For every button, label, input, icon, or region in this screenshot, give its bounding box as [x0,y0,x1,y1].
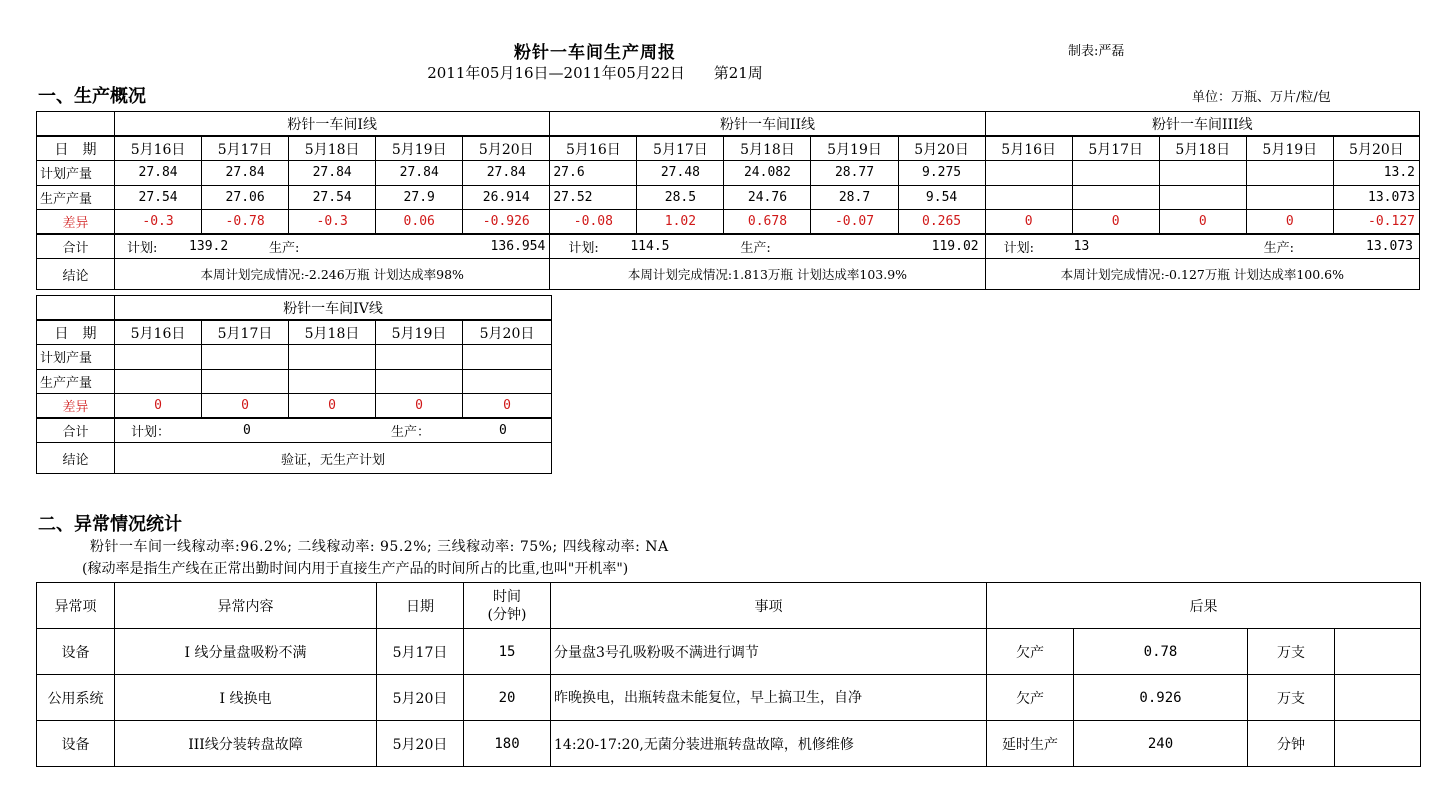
diff-cell: 1.02 [637,210,724,235]
plan-cell [115,345,202,370]
plan-cell [985,161,1072,186]
report-title: 粉针一车间生产周报 [514,43,676,63]
abnormality-row [37,629,1421,675]
diff-cell: 0 [202,394,289,419]
result-type-cell: 欠产 [987,629,1074,675]
plan-cell [1072,161,1159,186]
date-cell: 5月20日 [463,136,550,161]
date-cell: 5月16日 [115,320,202,345]
col-header [464,583,551,629]
date-cell: 5月19日 [1246,136,1333,161]
plan-row [37,345,552,370]
actual-label: 生产: [269,241,300,256]
plan-cell: 27.84 [463,161,550,186]
conclusion-cell: 验证，无生产计划 [115,443,552,474]
plan-cell: 27.48 [637,161,724,186]
actual-cell [1246,185,1333,210]
diff-cell: 0.06 [376,210,463,235]
row-label: 结论 [37,443,115,474]
conclusion-cell: 本周计划完成情况:1.813万瓶 计划达成率103.9% [550,259,985,290]
col-header: 后果 [987,583,1421,629]
actual-cell: 27.9 [376,185,463,210]
actual-cell [115,369,202,394]
plan-label: 计划: [127,241,158,256]
row-label: 计划产量 [37,345,115,370]
total-plan-value: 0 [243,423,251,438]
diff-cell: 0 [985,210,1072,235]
result-value-cell: 0.926 [1074,675,1248,721]
date-cell: 5月19日 [376,136,463,161]
line-name: 粉针一车间II线 [550,112,985,137]
date-cell: 5月16日 [550,136,637,161]
diff-cell: 0 [376,394,463,419]
abnormality-table [36,582,1421,767]
item-cell: 设备 [37,629,115,675]
plan-cell: 24.082 [724,161,811,186]
extra-cell [1335,675,1421,721]
date-cell: 5月20日 [377,675,464,721]
actual-cell: 28.5 [637,185,724,210]
minutes-cell: 15 [464,629,551,675]
plan-cell [202,345,289,370]
plan-label: 计划: [1003,241,1035,256]
plan-row [37,161,1420,186]
content-cell: I 线分量盘吸粉不满 [115,629,377,675]
result-type-cell: 欠产 [987,675,1074,721]
actual-cell: 9.54 [898,185,985,210]
result-unit-cell: 万支 [1248,629,1335,675]
date-range: 2011年05月16日—2011年05月22日 [427,64,685,82]
total-cell-line2 [550,234,985,259]
actual-cell: 27.06 [202,185,289,210]
diff-cell: 0 [1159,210,1246,235]
total-summary [550,237,984,256]
diff-row [37,394,552,419]
date-cell: 5月18日 [289,136,376,161]
content-cell: I 线换电 [115,675,377,721]
line-name-row [37,296,552,321]
total-cell-line1 [115,234,550,259]
plan-cell: 13.2 [1333,161,1419,186]
total-summary [115,421,551,440]
col-header: 异常项 [37,583,115,629]
diff-cell: -0.3 [289,210,376,235]
report-period [0,62,1190,83]
actual-row [37,369,552,394]
diff-cell: -0.926 [463,210,550,235]
result-value-cell: 240 [1074,721,1248,767]
row-label: 差异 [37,394,115,419]
date-cell: 5月17日 [377,629,464,675]
total-plan-value: 139.2 [189,239,229,254]
line-name-row [37,112,1420,137]
abnormality-row [37,721,1421,767]
line-name: 粉针一车间I线 [115,112,550,137]
abnormality-row [37,675,1421,721]
total-actual-value: 136.954 [490,239,546,254]
date-cell: 5月18日 [289,320,376,345]
section2-heading: 二、异常情况统计 [38,514,182,535]
extra-cell [1335,721,1421,767]
actual-cell [1072,185,1159,210]
total-plan-value: 13 [1073,239,1090,254]
item-cell: 设备 [37,721,115,767]
actual-cell [376,369,463,394]
actual-cell [202,369,289,394]
diff-cell: 0 [115,394,202,419]
week-number: 第21周 [713,64,763,82]
result-type-cell: 延时生产 [987,721,1074,767]
row-label: 差异 [37,210,115,235]
row-label: 合计 [37,418,115,443]
plan-cell [376,345,463,370]
plan-cell: 27.84 [115,161,202,186]
total-row [37,234,1420,259]
date-cell: 5月20日 [898,136,985,161]
conclusion-row [37,443,552,474]
diff-cell: -0.78 [202,210,289,235]
plan-cell [289,345,376,370]
report-author: 制表:严磊 [1068,44,1125,59]
line-name: 粉针一车间IV线 [115,296,552,321]
total-actual-value: 0 [499,423,507,438]
extra-cell [1335,629,1421,675]
date-cell: 5月17日 [202,136,289,161]
total-summary [986,237,1419,256]
actual-cell: 28.7 [811,185,898,210]
result-unit-cell: 分钟 [1248,721,1335,767]
plan-cell: 28.77 [811,161,898,186]
actual-label: 生产: [740,241,771,256]
diff-cell: 0 [463,394,552,419]
actual-cell: 27.54 [289,185,376,210]
row-label: 生产产量 [37,185,115,210]
conclusion-cell: 本周计划完成情况:-0.127万瓶 计划达成率100.6% [985,259,1419,290]
time-header-unit: (分钟) [487,606,527,623]
total-cell-line4 [115,418,552,443]
row-label: 结论 [37,259,115,290]
total-actual-value: 13.073 [1366,239,1413,254]
section1-heading: 一、生产概况 [38,86,146,107]
date-cell: 5月19日 [811,136,898,161]
content-cell: III线分装转盘故障 [115,721,377,767]
actual-label: 生产: [1263,241,1295,256]
actual-cell [985,185,1072,210]
diff-cell: 0.678 [724,210,811,235]
date-cell: 5月20日 [463,320,552,345]
actual-cell: 13.073 [1333,185,1419,210]
date-cell: 5月17日 [202,320,289,345]
date-cell: 5月16日 [985,136,1072,161]
production-table-lines-1-3 [36,111,1420,290]
diff-cell: -0.127 [1333,210,1419,235]
date-cell: 5月17日 [637,136,724,161]
diff-row [37,210,1420,235]
actual-cell [1159,185,1246,210]
item-cell: 公用系统 [37,675,115,721]
date-cell: 5月16日 [115,136,202,161]
plan-cell: 27.84 [376,161,463,186]
diff-cell: 0 [1072,210,1159,235]
total-plan-value: 114.5 [630,239,670,254]
date-row [37,320,552,345]
date-cell: 5月19日 [376,320,463,345]
line-name: 粉针一车间III线 [985,112,1419,137]
utilization-note: (稼动率是指生产线在正常出勤时间内用于直接生产产品的时间所占的比重,也叫"开机率") [82,561,629,577]
col-header: 事项 [551,583,987,629]
actual-cell [289,369,376,394]
conclusion-cell: 本周计划完成情况:-2.246万瓶 计划达成率98% [115,259,550,290]
plan-cell: 27.84 [202,161,289,186]
plan-cell [463,345,552,370]
total-row [37,418,552,443]
col-header: 日期 [377,583,464,629]
date-cell: 5月18日 [1159,136,1246,161]
matter-cell: 昨晚换电，出瓶转盘未能复位，早上搞卫生，自净 [551,675,987,721]
row-label: 生产产量 [37,369,115,394]
plan-label: 计划： [131,425,171,440]
plan-cell: 9.275 [898,161,985,186]
total-cell-line3 [985,234,1419,259]
result-unit-cell: 万支 [1248,675,1335,721]
row-label: 日 期 [37,136,115,161]
total-summary [115,237,549,256]
actual-row [37,185,1420,210]
date-cell: 5月18日 [724,136,811,161]
total-actual-value: 119.02 [931,239,979,254]
row-label: 合计 [37,234,115,259]
diff-cell: 0 [1246,210,1333,235]
minutes-cell: 180 [464,721,551,767]
date-cell: 5月20日 [1333,136,1419,161]
actual-cell: 26.914 [463,185,550,210]
plan-cell: 27.6 [550,161,637,186]
minutes-cell: 20 [464,675,551,721]
col-header: 异常内容 [115,583,377,629]
matter-cell: 分量盘3号孔吸粉吸不满进行调节 [551,629,987,675]
diff-cell: 0 [289,394,376,419]
diff-cell: -0.3 [115,210,202,235]
plan-label: 计划: [568,241,599,256]
matter-cell: 14:20-17:20,无菌分装进瓶转盘故障，机修维修 [551,721,987,767]
result-value-cell: 0.78 [1074,629,1248,675]
date-cell: 5月17日 [1072,136,1159,161]
plan-cell [1159,161,1246,186]
diff-cell: -0.08 [550,210,637,235]
unit-note: 单位：万瓶、万片/粒/包 [1192,90,1331,105]
date-row [37,136,1420,161]
actual-cell: 27.52 [550,185,637,210]
row-label: 日 期 [37,320,115,345]
actual-label: 生产： [391,425,431,440]
actual-cell [463,369,552,394]
production-table-line-4 [36,295,552,474]
plan-cell [1246,161,1333,186]
time-header-line: 时间 [493,588,521,605]
abnormality-header-row [37,583,1421,629]
row-label: 计划产量 [37,161,115,186]
actual-cell: 24.76 [724,185,811,210]
actual-cell: 27.54 [115,185,202,210]
date-cell: 5月20日 [377,721,464,767]
diff-cell: 0.265 [898,210,985,235]
plan-cell: 27.84 [289,161,376,186]
utilization-rates: 粉针一车间一线稼动率:96.2%; 二线稼动率: 95.2%; 三线稼动率: 75%; 四线稼动率: NA [90,539,669,555]
diff-cell: -0.07 [811,210,898,235]
conclusion-row [37,259,1420,290]
